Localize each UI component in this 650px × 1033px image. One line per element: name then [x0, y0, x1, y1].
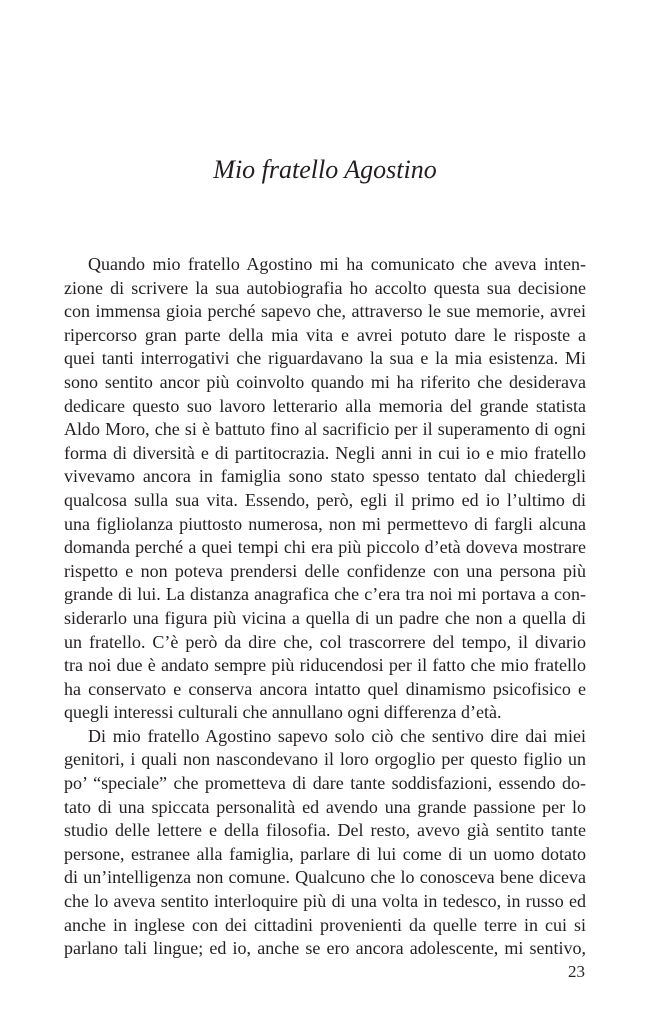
- text-line: quei tanti interrogativi che riguardavano la sua e la mia esistenza. Mi: [64, 348, 586, 369]
- text-line: tra noi due è andato sempre più riducendosi per il fatto che mio fratello: [64, 655, 586, 676]
- text-line: quegli interessi culturali che annullano ogni differenza d’età.: [64, 702, 502, 723]
- text-line: di un’intelligenza non comune. Qualcuno che lo conosceva bene diceva: [64, 867, 586, 888]
- text-line: forma di diversità e di partitocrazia. Negli anni in cui io e mio fratello: [64, 442, 586, 463]
- text-line: Aldo Moro, che si è battuto fino al sacrificio per il superamento di ogni: [64, 419, 586, 440]
- text-line: ripercorso gran parte della mia vita e avrei potuto dare le risposte a: [64, 324, 586, 345]
- page-number: 23: [568, 962, 585, 981]
- text-line: genitori, i quali non nascondevano il loro orgoglio per questo figlio un: [64, 749, 586, 770]
- text-line: parlano tali lingue; ed io, anche se ero ancora adolescente, mi sentivo,: [64, 938, 586, 959]
- text-line: domanda perché a quei tempi chi era più piccolo d’età doveva mostrare: [64, 537, 586, 558]
- text-line: po’ “speciale” che prometteva di dare tante soddisfazioni, essendo do-: [64, 773, 586, 794]
- text-line: persone, estranee alla famiglia, parlare di lui come di un uomo dotato: [64, 843, 586, 864]
- text-line: zione di scrivere la sua autobiografia ho accolto questa sua decisione: [64, 277, 586, 298]
- text-line: Di mio fratello Agostino sapevo solo ciò che sentivo dire dai miei: [88, 725, 586, 746]
- text-line: anche in inglese con dei cittadini provenienti da quelle terre in cui si: [64, 914, 586, 935]
- chapter-title: Mio fratello Agostino: [213, 155, 437, 184]
- text-line: Quando mio fratello Agostino mi ha comunicato che aveva inten-: [88, 254, 586, 274]
- text-line: siderarlo una figura più vicina a quella di un padre che non a quella di: [64, 607, 586, 628]
- text-line: sono sentito ancor più coinvolto quando mi ha riferito che desiderava: [64, 371, 586, 392]
- text-line: qualcosa sulla sua vita. Essendo, però, egli il primo ed io l’ultimo di: [64, 489, 586, 510]
- text-line: rispetto e non poteva prendersi delle confidenze con una persona più: [64, 560, 586, 581]
- text-line: con immensa gioia perché sapevo che, attraverso le sue memorie, avrei: [64, 301, 586, 322]
- text-line: grande di lui. La distanza anagrafica che c’era tra noi mi portava a con-: [64, 584, 586, 605]
- text-line: un fratello. C’è però da dire che, col trascorrere del tempo, il divario: [64, 631, 586, 652]
- text-line: vivevamo ancora in famiglia sono stato spesso tentato dal chiedergli: [64, 466, 586, 487]
- text-line: ha conservato e conserva ancora intatto quel dinamismo psicofisico e: [64, 678, 586, 699]
- text-line: studio delle lettere e della filosofia. Del resto, avevo già sentito tante: [64, 820, 586, 841]
- text-line: una figliolanza piuttosto numerosa, non mi permettevo di fargli alcuna: [64, 513, 586, 534]
- text-line: che lo aveva sentito interloquire più di una volta in tedesco, in russo ed: [64, 891, 586, 912]
- text-line: dedicare questo suo lavoro letterario alla memoria del grande statista: [64, 395, 586, 416]
- body-text: [64, 253, 586, 961]
- text-line: tato di una spiccata personalità ed avendo una grande passione per lo: [64, 796, 586, 817]
